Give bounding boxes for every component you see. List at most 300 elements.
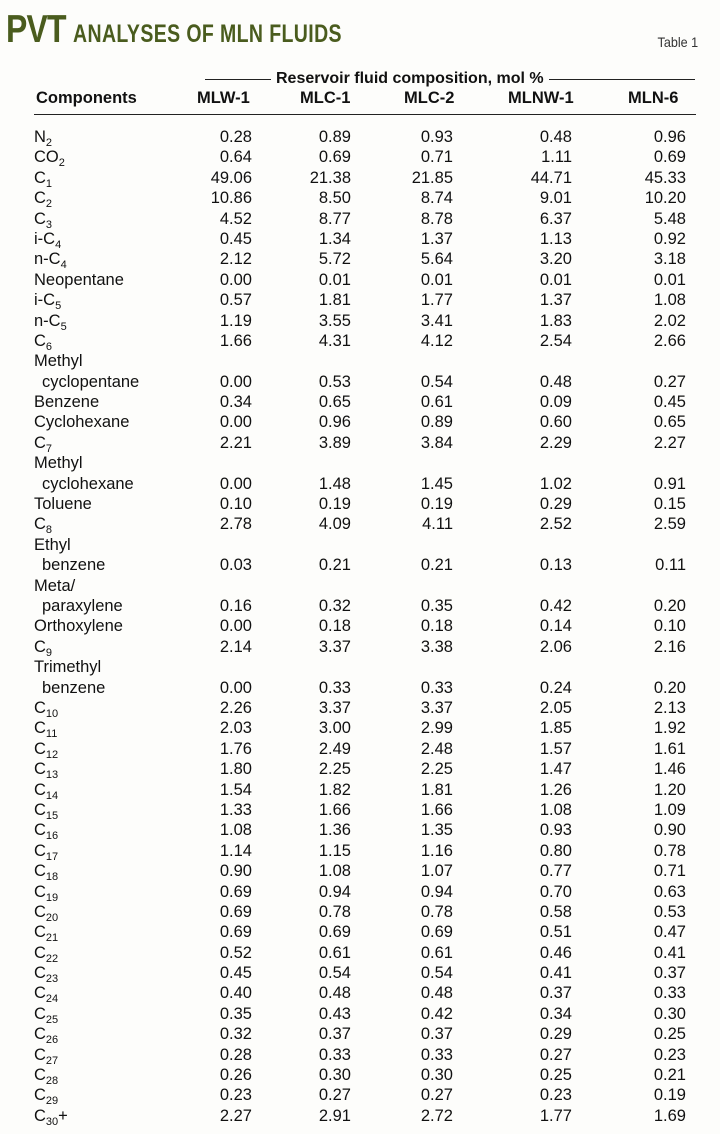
component-label: Toluene [34, 495, 92, 514]
value-cell-mln-6: 2.02 [653, 311, 686, 330]
value-cell-mlnw-1: 0.29 [539, 495, 572, 514]
component-name [34, 698, 59, 721]
value-cell-mln-6: 0.71 [653, 862, 686, 881]
component-subscript: 5 [60, 320, 67, 333]
value-cell-mlnw-1: 1.77 [539, 1106, 572, 1125]
component-label: C [34, 902, 46, 921]
table-row [0, 311, 720, 331]
value-cell-mln-6: 45.33 [644, 168, 686, 187]
value-cell-mln-6: 0.65 [653, 413, 686, 432]
component-label: C [34, 189, 46, 208]
component-name [34, 576, 123, 617]
value-cell-mlc-1: 0.33 [318, 678, 351, 697]
component-subscript: 21 [45, 932, 59, 945]
value-cell-mln-6: 2.66 [653, 331, 686, 350]
component-name [34, 270, 124, 290]
table-row [0, 494, 720, 514]
value-cell-mlc-2: 21.85 [411, 168, 453, 187]
value-cell-mlc-1: 8.50 [318, 189, 351, 208]
value-cell-mlc-2: 0.33 [420, 678, 453, 697]
value-cell-mlnw-1: 0.77 [539, 862, 572, 881]
component-name [34, 1004, 58, 1024]
component-label: C [34, 168, 46, 187]
value-cell-mlc-1: 0.43 [318, 1004, 351, 1023]
value-cell-mlnw-1: 2.05 [539, 699, 572, 718]
component-label: C [34, 1025, 46, 1044]
table-title [6, 10, 418, 49]
value-cell-mlnw-1: 0.23 [539, 1086, 572, 1105]
table-row [0, 780, 720, 800]
value-cell-mln-6: 0.92 [653, 229, 686, 248]
component-label: C [34, 719, 46, 738]
value-cell-mlc-2: 4.12 [420, 331, 453, 350]
component-label-line2: benzene [42, 556, 106, 575]
value-cell-mln-6: 2.16 [653, 637, 686, 656]
column-header-mlc-1: MLC-1 [300, 89, 351, 107]
value-cell-mlc-1: 21.38 [309, 168, 351, 187]
value-cell-mlc-2: 0.33 [420, 1045, 453, 1064]
component-label: C [34, 1004, 46, 1023]
value-cell-mlc-1: 0.21 [318, 556, 351, 575]
component-name [34, 351, 139, 392]
component-subscript: 10 [45, 708, 59, 721]
column-header-mln-6: MLN-6 [628, 89, 679, 107]
component-label: Cyclohexane [34, 413, 130, 432]
component-label: i-C [34, 229, 56, 248]
value-cell-mln-6: 0.19 [653, 1086, 686, 1105]
value-cell-mlc-2: 3.84 [420, 433, 453, 452]
table-row [0, 963, 720, 986]
value-cell-mlw-1: 0.52 [219, 943, 252, 962]
component-subscript: 13 [45, 769, 59, 782]
component-label: C [34, 821, 46, 840]
value-cell-mlc-1: 1.48 [318, 474, 351, 493]
component-label: i-C [34, 291, 56, 310]
value-cell-mlc-1: 0.78 [318, 902, 351, 921]
value-cell-mlc-2: 2.72 [420, 1106, 453, 1125]
value-cell-mlnw-1: 1.85 [539, 719, 572, 738]
table-row [0, 127, 720, 147]
value-cell-mlw-1: 0.69 [219, 923, 252, 942]
component-name [34, 943, 58, 963]
value-cell-mlnw-1: 0.70 [539, 882, 572, 901]
component-name [34, 800, 58, 820]
value-cell-mlw-1: 1.19 [219, 311, 252, 330]
value-cell-mlc-2: 0.71 [420, 148, 453, 167]
value-cell-mln-6: 0.78 [653, 841, 686, 860]
value-cell-mlnw-1: 2.54 [539, 331, 572, 350]
component-subscript: 2 [45, 198, 53, 211]
value-cell-mlc-2: 0.01 [420, 270, 453, 289]
component-name [34, 514, 53, 537]
value-cell-mlw-1: 0.34 [219, 393, 252, 412]
value-cell-mlc-2: 2.48 [420, 739, 453, 758]
component-label: C [34, 1066, 46, 1085]
value-cell-mlw-1: 0.69 [219, 882, 252, 901]
value-cell-mlc-2: 5.64 [420, 250, 453, 269]
component-subscript: 12 [45, 748, 59, 761]
component-subscript: 29 [45, 1095, 59, 1108]
value-cell-mln-6: 0.96 [653, 128, 686, 146]
component-subscript: 5 [55, 300, 62, 313]
value-cell-mlc-1: 0.48 [318, 984, 351, 1003]
component-subscript: 2 [58, 157, 65, 170]
value-cell-mlnw-1: 0.25 [539, 1066, 572, 1085]
component-subscript: 25 [45, 1013, 59, 1026]
component-label: Trimethyl [34, 658, 102, 677]
value-cell-mlc-1: 0.61 [318, 943, 351, 962]
component-name [34, 331, 52, 351]
value-cell-mlnw-1: 2.06 [539, 637, 572, 656]
component-name [34, 494, 92, 514]
component-label: CO [34, 148, 59, 167]
component-name [34, 249, 67, 272]
column-group-header [205, 70, 695, 88]
value-cell-mlnw-1: 1.08 [539, 800, 572, 819]
column-header-components: Components [36, 89, 137, 107]
component-label: C [34, 800, 46, 819]
value-cell-mlc-2: 1.16 [420, 841, 453, 860]
value-cell-mlc-2: 0.27 [420, 1086, 453, 1105]
value-cell-mlc-2: 1.66 [420, 800, 453, 819]
value-cell-mln-6: 1.08 [653, 291, 686, 310]
value-cell-mlnw-1: 0.41 [539, 964, 572, 983]
component-label: C [34, 841, 46, 860]
value-cell-mlc-2: 1.35 [420, 821, 453, 840]
value-cell-mlw-1: 0.16 [219, 597, 252, 616]
value-cell-mlw-1: 2.03 [219, 719, 252, 738]
value-cell-mlw-1: 0.57 [219, 291, 252, 310]
component-name [34, 127, 52, 147]
component-name [34, 780, 58, 800]
component-subscript: 19 [45, 891, 59, 904]
value-cell-mlc-2: 2.25 [420, 760, 453, 779]
value-cell-mln-6: 2.13 [653, 699, 686, 718]
component-label: C [34, 331, 46, 350]
component-name [34, 922, 59, 945]
component-subscript: 23 [45, 973, 59, 986]
value-cell-mln-6: 5.48 [653, 209, 686, 228]
table-row [0, 412, 720, 432]
component-label: C [34, 433, 46, 452]
component-label: Benzene [34, 393, 100, 412]
component-label: n-C [34, 250, 61, 269]
column-header-mlc-2: MLC-2 [404, 89, 455, 107]
table-row [0, 759, 720, 782]
value-cell-mln-6: 0.47 [653, 923, 686, 942]
value-cell-mln-6: 0.53 [653, 902, 686, 921]
value-cell-mlnw-1: 0.01 [539, 270, 572, 289]
value-cell-mln-6: 0.25 [653, 1025, 686, 1044]
column-group-label: Reservoir fluid composition, mol % [276, 70, 544, 87]
component-name [34, 616, 123, 636]
value-cell-mlc-1: 3.37 [318, 699, 351, 718]
table-row [0, 882, 720, 902]
value-cell-mlc-1: 4.31 [318, 331, 351, 350]
component-label: C [34, 984, 46, 1003]
value-cell-mlc-1: 3.89 [318, 433, 351, 452]
value-cell-mlw-1: 2.27 [219, 1106, 252, 1125]
component-label: C [34, 1045, 46, 1064]
component-name [34, 188, 53, 211]
value-cell-mlnw-1: 1.37 [539, 291, 572, 310]
table-row [0, 943, 720, 963]
value-cell-mlnw-1: 1.02 [539, 474, 572, 493]
value-cell-mln-6: 1.20 [653, 780, 686, 799]
value-cell-mln-6: 10.20 [644, 189, 686, 208]
component-label: C [34, 923, 46, 942]
value-cell-mlc-2: 0.18 [420, 617, 453, 636]
value-cell-mln-6: 0.33 [653, 984, 686, 1003]
value-cell-mlnw-1: 0.37 [539, 984, 572, 1003]
component-subscript: 14 [45, 789, 59, 802]
value-cell-mlc-2: 0.89 [420, 413, 453, 432]
value-cell-mln-6: 1.69 [653, 1106, 686, 1125]
value-cell-mln-6: 0.21 [653, 1066, 686, 1085]
value-cell-mlc-1: 2.25 [318, 760, 351, 779]
value-cell-mln-6: 0.30 [653, 1004, 686, 1023]
value-cell-mlnw-1: 44.71 [530, 168, 572, 187]
value-cell-mlc-2: 1.45 [420, 474, 453, 493]
component-label: C [34, 699, 46, 718]
component-label-line2: cyclohexane [42, 474, 134, 493]
component-suffix: + [58, 1106, 68, 1125]
value-cell-mlc-2: 3.38 [420, 637, 453, 656]
table-row [0, 698, 720, 721]
component-subscript: 28 [45, 1075, 59, 1088]
value-cell-mlnw-1: 1.11 [541, 148, 572, 167]
value-cell-mlc-1: 0.19 [318, 495, 351, 514]
value-cell-mlc-2: 1.37 [420, 229, 453, 248]
value-cell-mlnw-1: 6.37 [539, 209, 572, 228]
component-label: C [34, 862, 46, 881]
value-cell-mlc-1: 1.08 [318, 862, 351, 881]
value-cell-mlw-1: 0.28 [219, 128, 252, 146]
value-cell-mlc-1: 0.32 [318, 597, 351, 616]
value-cell-mlw-1: 0.10 [219, 495, 252, 514]
component-name [34, 1106, 68, 1126]
value-cell-mln-6: 0.23 [653, 1045, 686, 1064]
value-cell-mlc-1: 2.91 [318, 1106, 351, 1125]
value-cell-mlc-1: 0.37 [318, 1025, 351, 1044]
value-cell-mlc-2: 8.74 [420, 189, 453, 208]
value-cell-mln-6: 0.91 [653, 474, 686, 493]
value-cell-mlnw-1: 0.42 [539, 597, 572, 616]
value-cell-mln-6: 1.61 [653, 739, 686, 758]
component-label: C [34, 637, 46, 656]
value-cell-mln-6: 0.27 [653, 372, 686, 391]
component-subscript: 24 [45, 993, 59, 1006]
value-cell-mlw-1: 0.00 [219, 413, 252, 432]
table-row [0, 902, 720, 922]
value-cell-mlnw-1: 0.48 [539, 128, 572, 146]
table-row [0, 861, 720, 884]
value-cell-mlw-1: 0.90 [219, 862, 252, 881]
component-name [34, 718, 58, 741]
table-row [0, 147, 720, 170]
value-cell-mlc-2: 0.19 [420, 495, 453, 514]
component-name [34, 392, 99, 412]
value-cell-mlc-1: 0.69 [318, 923, 351, 942]
component-label: C [34, 760, 46, 779]
value-cell-mlc-2: 1.81 [420, 780, 453, 799]
value-cell-mlw-1: 1.80 [219, 760, 252, 779]
value-cell-mlc-2: 0.30 [420, 1066, 453, 1085]
value-cell-mlc-1: 0.18 [318, 617, 351, 636]
value-cell-mlc-2: 0.93 [420, 128, 453, 146]
value-cell-mlnw-1: 0.46 [539, 943, 572, 962]
value-cell-mln-6: 0.41 [653, 943, 686, 962]
component-name [34, 433, 52, 453]
value-cell-mlw-1: 1.08 [219, 821, 252, 840]
component-name [34, 657, 105, 698]
value-cell-mlnw-1: 0.14 [539, 617, 572, 636]
component-label: C [34, 943, 46, 962]
component-subscript: 26 [45, 1034, 59, 1047]
component-subscript: 6 [45, 340, 53, 353]
value-cell-mlc-1: 1.66 [318, 800, 351, 819]
component-subscript: 4 [55, 238, 62, 251]
value-cell-mlc-2: 0.61 [420, 393, 453, 412]
component-name [34, 759, 59, 782]
column-headers [0, 89, 720, 111]
value-cell-mlnw-1: 0.48 [539, 372, 572, 391]
value-cell-mlnw-1: 0.80 [539, 841, 572, 860]
value-cell-mlw-1: 0.64 [219, 148, 252, 167]
component-subscript: 4 [60, 259, 67, 272]
table-row [0, 637, 720, 657]
component-label: N [34, 128, 46, 146]
component-label: Methyl [34, 454, 83, 473]
component-subscript: 3 [45, 218, 53, 231]
table-row [0, 657, 720, 698]
value-cell-mlw-1: 1.66 [219, 331, 252, 350]
value-cell-mlnw-1: 0.24 [539, 678, 572, 697]
component-label: C [34, 964, 46, 983]
table-row [0, 739, 720, 759]
component-label-line2: benzene [42, 678, 106, 697]
group-rule-left [205, 79, 271, 80]
component-subscript: 7 [45, 442, 53, 455]
value-cell-mlw-1: 2.21 [219, 433, 252, 452]
value-cell-mlc-2: 0.78 [420, 902, 453, 921]
table-row [0, 453, 720, 494]
value-cell-mln-6: 0.45 [653, 393, 686, 412]
component-subscript: 16 [45, 830, 59, 843]
component-label: C [34, 739, 46, 758]
value-cell-mlc-2: 0.37 [420, 1025, 453, 1044]
value-cell-mlw-1: 0.00 [219, 372, 252, 391]
value-cell-mlw-1: 0.45 [219, 229, 252, 248]
value-cell-mlnw-1: 0.51 [539, 923, 572, 942]
value-cell-mlnw-1: 1.83 [539, 311, 572, 330]
value-cell-mlnw-1: 1.47 [539, 760, 572, 779]
table-row [0, 841, 720, 861]
component-name [34, 535, 105, 576]
value-cell-mlc-1: 0.53 [318, 372, 351, 391]
value-cell-mlc-1: 3.00 [318, 719, 351, 738]
value-cell-mlc-2: 0.61 [420, 943, 453, 962]
title-rest: ANALYSES OF MLN FLUIDS [73, 20, 343, 48]
value-cell-mlnw-1: 0.29 [539, 1025, 572, 1044]
component-name [34, 147, 65, 170]
table-row [0, 392, 720, 412]
component-name [34, 168, 52, 188]
value-cell-mln-6: 0.11 [655, 556, 686, 575]
component-label: C [34, 515, 46, 534]
value-cell-mlnw-1: 0.09 [539, 393, 572, 412]
value-cell-mlc-2: 0.21 [420, 556, 453, 575]
value-cell-mlw-1: 0.26 [219, 1066, 252, 1085]
value-cell-mlc-1: 0.33 [318, 1045, 351, 1064]
component-subscript: 20 [45, 911, 59, 924]
component-name [34, 983, 59, 1006]
value-cell-mlnw-1: 0.27 [539, 1045, 572, 1064]
value-cell-mln-6: 0.20 [653, 678, 686, 697]
table-row [0, 983, 720, 1006]
component-label: n-C [34, 311, 61, 330]
value-cell-mlnw-1: 0.93 [539, 821, 572, 840]
component-name [34, 1065, 59, 1088]
value-cell-mlc-2: 1.07 [420, 862, 453, 881]
value-cell-mlw-1: 0.40 [219, 984, 252, 1003]
value-cell-mlc-1: 1.82 [318, 780, 351, 799]
value-cell-mlnw-1: 0.34 [539, 1004, 572, 1023]
value-cell-mlw-1: 2.14 [219, 637, 252, 656]
value-cell-mln-6: 0.69 [653, 148, 686, 167]
value-cell-mlc-2: 0.42 [420, 1004, 453, 1023]
column-header-mlw-1: MLW-1 [197, 89, 250, 107]
value-cell-mlw-1: 1.76 [219, 739, 252, 758]
value-cell-mlw-1: 0.00 [219, 678, 252, 697]
component-name [34, 820, 59, 843]
component-label: Meta/ [34, 576, 76, 595]
value-cell-mln-6: 0.63 [653, 882, 686, 901]
component-label: C [34, 882, 46, 901]
value-cell-mlw-1: 1.54 [219, 780, 252, 799]
value-cell-mlw-1: 2.26 [219, 699, 252, 718]
value-cell-mlw-1: 10.86 [210, 189, 252, 208]
component-name [34, 412, 129, 432]
value-cell-mlw-1: 0.45 [219, 964, 252, 983]
value-cell-mlnw-1: 9.01 [539, 189, 572, 208]
component-label-line2: cyclopentane [42, 372, 140, 391]
value-cell-mln-6: 1.92 [653, 719, 686, 738]
table-row [0, 616, 720, 636]
value-cell-mlc-2: 3.41 [420, 311, 453, 330]
component-label: Ethyl [34, 535, 71, 554]
component-name [34, 861, 59, 884]
table-row [0, 168, 720, 188]
table-row [0, 290, 720, 313]
value-cell-mln-6: 0.37 [653, 964, 686, 983]
value-cell-mln-6: 0.10 [653, 617, 686, 636]
value-cell-mln-6: 2.27 [653, 433, 686, 452]
value-cell-mlc-1: 8.77 [318, 209, 351, 228]
value-cell-mlnw-1: 3.20 [539, 250, 572, 269]
component-subscript: 30 [45, 1115, 59, 1128]
component-label: Orthoxylene [34, 617, 123, 636]
value-cell-mln-6: 3.18 [653, 250, 686, 269]
table-number-label: Table 1 [657, 34, 698, 50]
component-subscript: 11 [45, 728, 58, 741]
group-rule-right [549, 79, 695, 80]
value-cell-mlc-1: 1.15 [318, 841, 351, 860]
value-cell-mlc-1: 0.94 [318, 882, 351, 901]
value-cell-mln-6: 1.46 [653, 760, 686, 779]
value-cell-mlc-1: 0.27 [318, 1086, 351, 1105]
title-main: PVT [6, 8, 66, 51]
